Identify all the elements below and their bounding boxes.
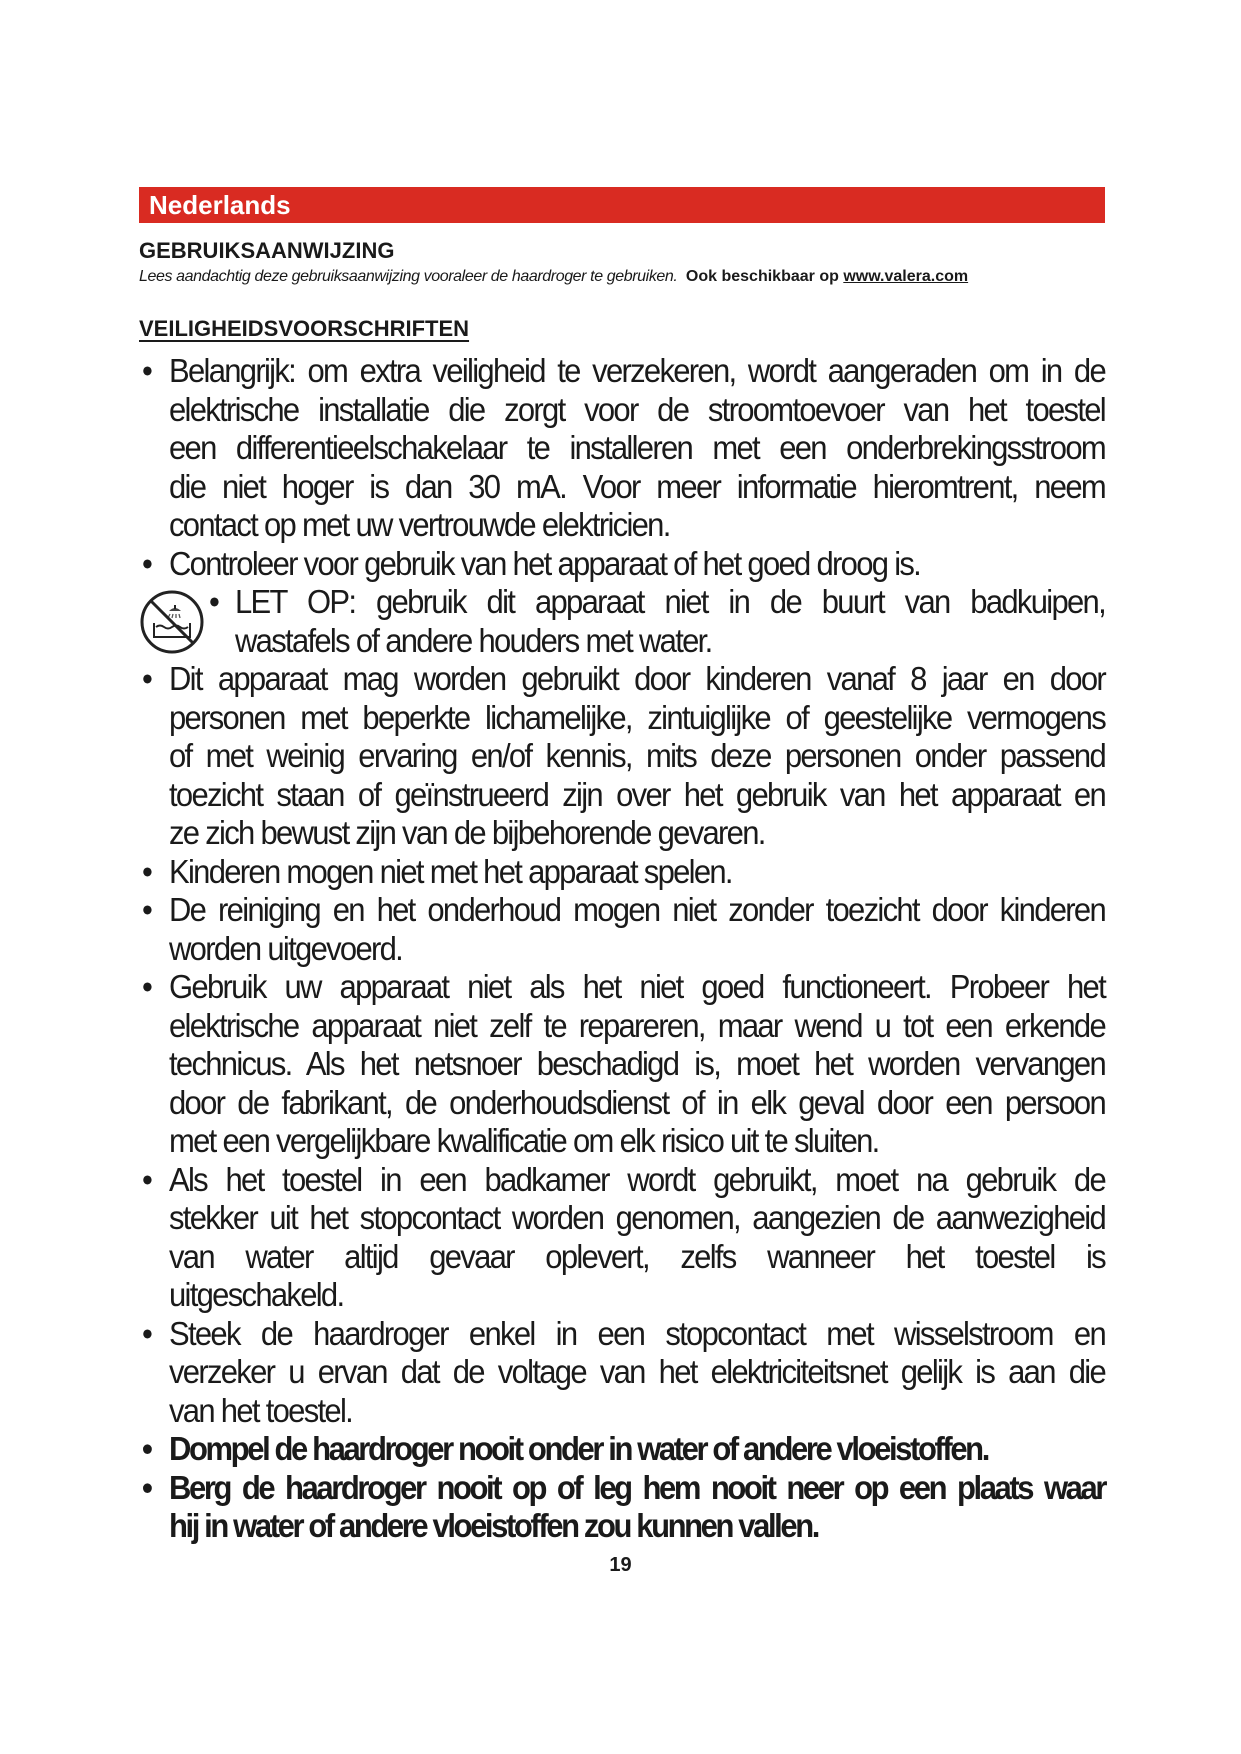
line-text: Dit apparaat mag worden gebruikt door kinderen vanaf 8 jaar en door bbox=[169, 659, 1105, 698]
list-item bbox=[139, 1430, 1105, 1469]
list-item bbox=[139, 352, 1105, 545]
list-item-line bbox=[139, 350, 1105, 392]
list-item bbox=[139, 853, 1105, 892]
line-text: worden uitgevoerd. bbox=[169, 929, 403, 967]
list-item bbox=[139, 1469, 1105, 1546]
list-item-line bbox=[139, 851, 1105, 893]
bullet-icon: • bbox=[142, 1160, 152, 1198]
line-text: toezicht staan of geïnstrueerd zijn over het gebruik van het apparaat en bbox=[169, 775, 1105, 813]
section-title: VEILIGHEIDSVOORSCHRIFTEN bbox=[139, 316, 470, 341]
line-text: Steek de haardroger enkel in een stopcontact met wisselstroom en bbox=[169, 1314, 1105, 1352]
line-text: Berg de haardroger nooit op of leg hem nooit neer op een plaats waar bbox=[169, 1468, 1105, 1506]
line-text: een differentieelschakelaar te installeren met een onderbrekingsstroom bbox=[169, 428, 1105, 467]
bullet-icon: • bbox=[209, 582, 219, 621]
line-text: De reiniging en het onderhoud mogen niet zonder toezicht door kinderen bbox=[169, 890, 1105, 929]
line-text: Als het toestel in een badkamer wordt gebruikt, moet na gebruik de bbox=[169, 1160, 1105, 1198]
list-item-line bbox=[139, 1428, 1105, 1470]
list-item-line bbox=[139, 735, 1105, 777]
language-label: Nederlands bbox=[149, 190, 291, 220]
list-item-line bbox=[139, 504, 1105, 546]
list-item-line bbox=[139, 543, 1105, 585]
list-item-line bbox=[139, 1197, 1105, 1239]
website-link[interactable]: www.valera.com bbox=[843, 268, 969, 285]
line-text: stekker uit het stopcontact worden genomen, aangezien de aanwezigheid bbox=[169, 1198, 1105, 1237]
list-item-line bbox=[139, 1505, 1105, 1547]
bullet-icon: • bbox=[142, 852, 152, 890]
list-item-line bbox=[139, 928, 1105, 970]
list-item-line bbox=[139, 1120, 1105, 1162]
list-item-line bbox=[139, 1467, 1105, 1509]
list-item bbox=[139, 968, 1105, 1161]
line-text: uitgeschakeld. bbox=[169, 1275, 344, 1314]
list-item-line bbox=[139, 774, 1105, 816]
list-item-line bbox=[139, 812, 1105, 854]
list-item-line bbox=[139, 1159, 1105, 1201]
bullet-icon: • bbox=[142, 659, 152, 698]
line-text: elektrische apparaat niet zelf te repareren, maar wend u tot een erkende bbox=[169, 1006, 1105, 1044]
list-item bbox=[139, 660, 1105, 853]
list-item-line bbox=[139, 1274, 1105, 1316]
intro-bold: Ook beschikbaar op bbox=[685, 268, 839, 285]
line-text: Gebruik uw apparaat niet als het niet goed functioneert. Probeer het bbox=[169, 967, 1105, 1006]
list-item-line bbox=[139, 1005, 1105, 1047]
list-item-line bbox=[139, 581, 1105, 623]
line-text: of met weinig ervaring en/of kennis, mits deze personen onder passend bbox=[169, 736, 1105, 775]
line-text: van het toestel. bbox=[169, 1391, 353, 1429]
intro-italic: Lees aandachtig deze gebruiksaanwijzing vooraleer de haardroger te gebruiken. bbox=[139, 268, 678, 285]
bullet-icon: • bbox=[142, 1468, 151, 1506]
list-item-line bbox=[139, 1313, 1105, 1355]
list-item-line bbox=[139, 427, 1105, 469]
list-item-line bbox=[139, 1236, 1105, 1278]
line-text: van water altijd gevaar oplevert, zelfs wanneer het toestel is bbox=[169, 1237, 1105, 1275]
line-text: personen met beperkte lichamelijke, zintuiglijke of geestelijke vermogens bbox=[169, 698, 1105, 736]
list-item-line bbox=[139, 620, 1105, 662]
safety-list bbox=[139, 352, 1105, 1546]
list-item bbox=[139, 891, 1105, 968]
document-title: GEBRUIKSAANWIJZING bbox=[139, 238, 395, 263]
list-item-line bbox=[139, 966, 1105, 1008]
bullet-icon: • bbox=[142, 351, 152, 390]
line-text: die niet hoger is dan 30 mA. Voor meer informatie hieromtrent, neem bbox=[169, 467, 1105, 505]
line-text: verzeker u ervan dat de voltage van het elektriciteitsnet gelijk is aan die bbox=[169, 1352, 1105, 1391]
list-item bbox=[139, 545, 1105, 584]
line-text: door de fabrikant, de onderhoudsdienst of in elk geval door een persoon bbox=[169, 1083, 1105, 1121]
warning-item bbox=[139, 583, 1105, 660]
line-text: contact op met uw vertrouwde elektricien. bbox=[169, 505, 670, 544]
list-item-line bbox=[139, 1043, 1105, 1085]
list-item-line bbox=[139, 697, 1105, 739]
list-item-line bbox=[139, 389, 1105, 431]
list-item-line bbox=[139, 1351, 1105, 1393]
list-item-line bbox=[139, 1082, 1105, 1124]
bullet-icon: • bbox=[142, 1429, 151, 1468]
bullet-icon: • bbox=[142, 967, 152, 1006]
list-item-line bbox=[139, 466, 1105, 508]
line-text: met een vergelijkbare kwalificatie om elk risico uit te sluiten. bbox=[169, 1121, 879, 1160]
list-item-line bbox=[139, 1390, 1105, 1432]
line-text: ze zich bewust zijn van de bijbehorende gevaren. bbox=[169, 813, 765, 852]
list-item-line bbox=[139, 889, 1105, 931]
bullet-icon: • bbox=[142, 544, 152, 582]
bullet-icon: • bbox=[142, 1314, 152, 1352]
language-header-bar bbox=[139, 187, 1105, 223]
list-item bbox=[139, 1161, 1105, 1315]
intro-text bbox=[139, 268, 968, 286]
line-text: wastafels of andere houders met water. bbox=[235, 621, 712, 659]
line-text: Controleer voor gebruik van het apparaat of het goed droog is. bbox=[169, 544, 921, 582]
line-text: technicus. Als het netsnoer beschadigd is, moet het worden vervangen bbox=[169, 1044, 1105, 1083]
line-text: LET OP: gebruik dit apparaat niet in de buurt van badkuipen, bbox=[235, 582, 1105, 621]
line-text: elektrische installatie die zorgt voor de stroomtoevoer van het toestel bbox=[169, 390, 1105, 428]
list-item bbox=[139, 1315, 1105, 1431]
line-text: Dompel de haardroger nooit onder in water of andere vloeistoffen. bbox=[169, 1429, 988, 1468]
list-item-line bbox=[139, 658, 1105, 700]
page-number: 19 bbox=[609, 1554, 632, 1576]
line-text: hij in water of andere vloeistoffen zou kunnen vallen. bbox=[169, 1506, 818, 1545]
bullet-icon: • bbox=[142, 890, 152, 929]
line-text: Belangrijk: om extra veiligheid te verzekeren, wordt aangeraden om in de bbox=[169, 351, 1105, 390]
line-text: Kinderen mogen niet met het apparaat spelen. bbox=[169, 852, 732, 890]
